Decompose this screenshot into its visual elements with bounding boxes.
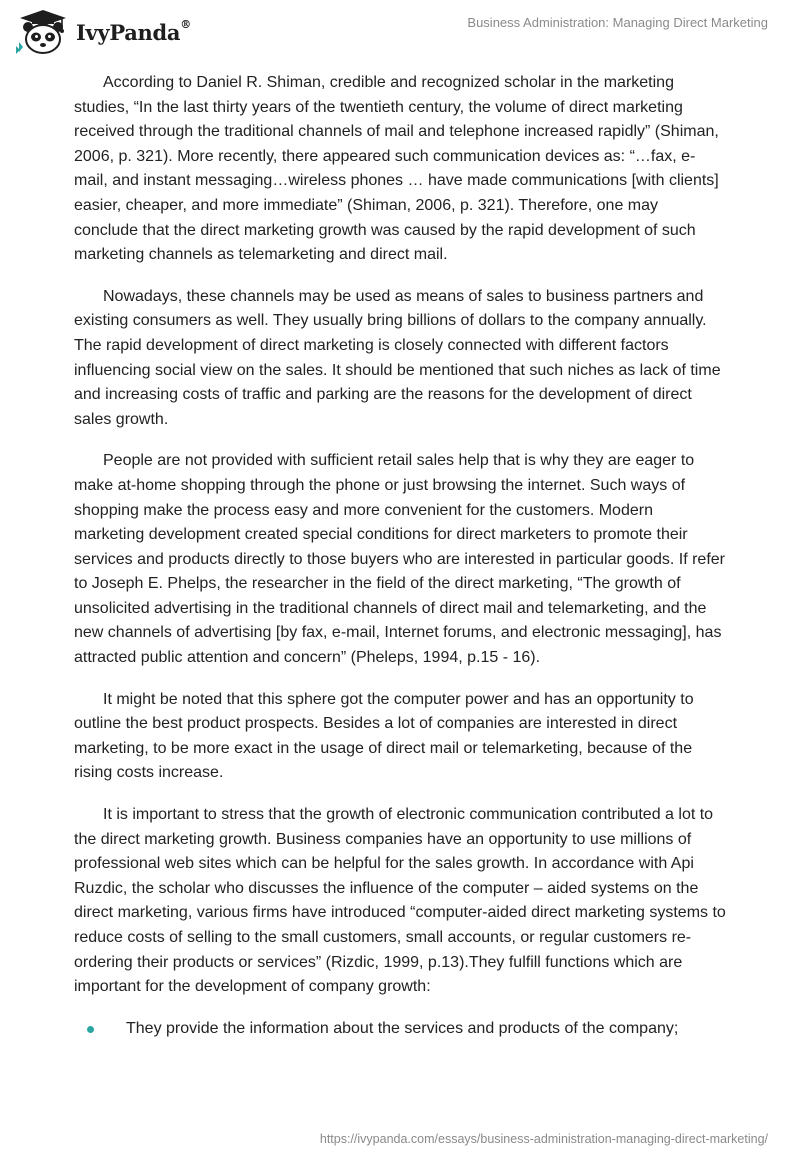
paragraph: It might be noted that this sphere got the computer power and has an opportunity to outline the best product prospects. Besides a lot of companies are interested in direct marketing, to be more exact in the usage of direct mail or telemarketing, because of the rising costs increase. <box>74 690 694 782</box>
list-item-text: They provide the information about the services and products of the company; <box>126 1019 679 1037</box>
list-item <box>74 1017 726 1042</box>
registered-mark: ® <box>180 17 191 31</box>
brand-name: IvyPanda® <box>76 17 191 45</box>
paragraph: Nowadays, these channels may be used as means of sales to business partners and existing consumers as well. They usually bring billions of dollars to the company annually. The rapid development of direct marketing is closely connected with different factors influencing social view on the sales. It should be mentioned that such niches as lack of time and increasing costs of traffic and parking are the reasons for the development of direct sales growth. <box>74 287 721 428</box>
essay-body <box>74 71 726 1041</box>
paragraph: According to Daniel R. Shiman, credible and recognized scholar in the marketing studies, “In the last thirty years of the twentieth century, the volume of direct marketing received through the traditional channels of mail and telephone increased rapidly” (Shiman, 2006, p. 321). More recently, there appeared such communication devices as: “…fax, e-mail, and instant messaging…wireless phones … have made communications [with clients] easier, cheaper, and more immediate” (Shiman, 2006, p. 321). Therefore, one may conclude that the direct marketing growth was caused by the rapid development of such marketing channels as telemarketing and direct mail. <box>74 74 719 264</box>
bullet-dot-icon <box>87 1026 94 1033</box>
ivypanda-logo[interactable] <box>14 8 191 56</box>
panda-graduate-icon <box>14 8 72 56</box>
bullet-list <box>74 1017 726 1042</box>
page-header <box>0 0 800 60</box>
paragraph: It is important to stress that the growth of electronic communication contributed a lot to the direct marketing growth. Business companies have an opportunity to use millions of professional web sites which can be helpful for the sales growth. In accordance with Api Ruzdic, the scholar who discusses the influence of the computer – aided systems on the direct marketing, various firms have introduced “computer-aided direct marketing systems to reduce costs of selling to the small customers, small accounts, or regular customers re-ordering their products or services” (Rizdic, 1999, p.13).They fulfill functions which are important for the development of company growth: <box>74 806 726 996</box>
paragraph: People are not provided with sufficient retail sales help that is why they are eager to make at-home shopping through the phone or just browsing the internet. Such ways of shopping make the process easy and more convenient for the customers. Modern marketing development created special conditions for direct marketers to promote their services and products directly to those buyers who are interested in particular goods. If refer to Joseph E. Phelps, the researcher in the field of the direct marketing, “The growth of unsolicited advertising in the traditional channels of direct mail and telemarketing, and the new channels of advertising [by fax, e-mail, Internet forums, and electronic messaging], has attracted public attention and concern” (Pheleps, 1994, p.15 - 16). <box>74 452 725 667</box>
document-title: Business Administration: Managing Direct Marketing <box>467 15 768 30</box>
source-url[interactable]: https://ivypanda.com/essays/business-administration-managing-direct-marketing/ <box>319 1132 768 1146</box>
